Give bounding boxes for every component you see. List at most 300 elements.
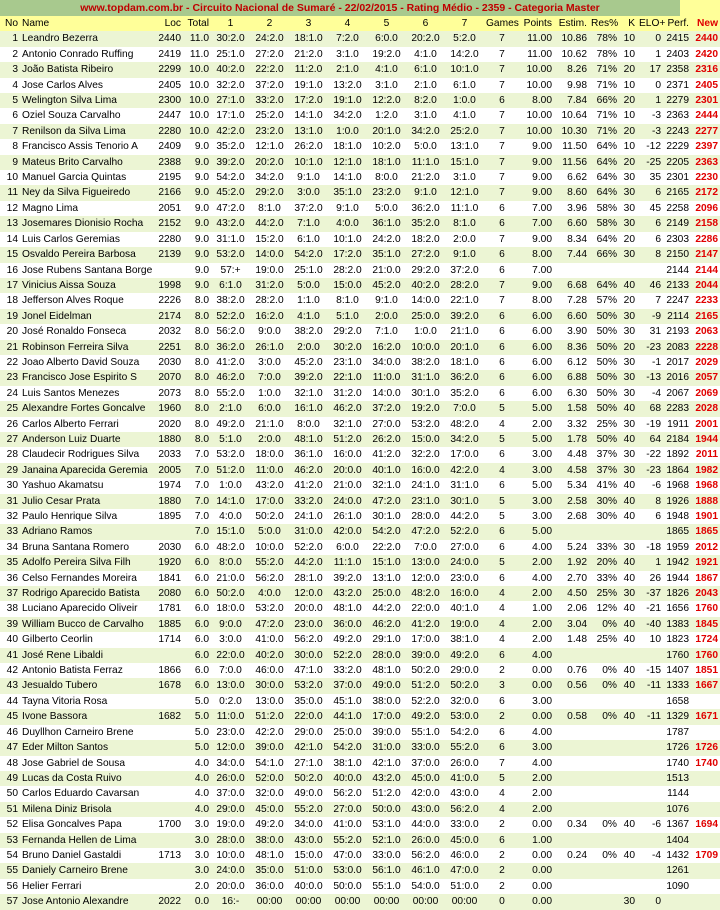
table-cell: 43:2.0 <box>367 771 406 786</box>
table-cell: 45:1.0 <box>328 694 367 709</box>
table-row[interactable] <box>0 879 720 894</box>
table-cell: 23:2.0 <box>250 124 289 139</box>
table-cell: -11 <box>637 678 663 693</box>
table-row[interactable] <box>0 263 720 278</box>
table-cell: 1513 <box>663 771 691 786</box>
table-cell: 2371 <box>663 78 691 93</box>
table-row[interactable] <box>0 201 720 216</box>
column-header-15[interactable]: K <box>619 16 637 31</box>
table-cell: 1864 <box>663 463 691 478</box>
table-cell: 2 <box>484 879 520 894</box>
table-row[interactable] <box>0 509 720 524</box>
table-cell: 25 <box>0 401 20 416</box>
column-header-16[interactable]: ELO+ <box>637 16 663 31</box>
table-cell: 6:1.0 <box>211 278 250 293</box>
table-cell: 31:1.0 <box>211 232 250 247</box>
column-header-12[interactable]: Points <box>520 16 554 31</box>
table-cell: Tayna Vitoria Rosa <box>20 694 151 709</box>
table-cell: 2152 <box>151 216 183 231</box>
table-cell <box>619 524 637 539</box>
table-cell: 3.00 <box>520 463 554 478</box>
table-row[interactable] <box>0 370 720 385</box>
table-row[interactable] <box>0 386 720 401</box>
table-row[interactable] <box>0 232 720 247</box>
column-header-1[interactable]: Name <box>20 16 151 31</box>
table-cell: 9.0 <box>183 278 211 293</box>
table-cell: 9.0 <box>183 185 211 200</box>
table-cell: 9.98 <box>554 78 589 93</box>
table-cell: 17:2.0 <box>289 93 328 108</box>
table-cell: 1714 <box>151 632 183 647</box>
table-cell: 4.0 <box>183 756 211 771</box>
table-cell: 5.34 <box>554 478 589 493</box>
table-cell: 37:2.0 <box>445 263 484 278</box>
table-row[interactable] <box>0 894 720 909</box>
table-cell: 6 <box>484 540 520 555</box>
table-cell: 1760 <box>663 648 691 663</box>
table-row[interactable] <box>0 694 720 709</box>
table-cell: 4.00 <box>520 725 554 740</box>
table-row[interactable] <box>0 108 720 123</box>
column-header-3[interactable]: Total <box>183 16 211 31</box>
table-cell: 10.00 <box>520 78 554 93</box>
table-cell <box>151 771 183 786</box>
column-header-4[interactable]: 1 <box>211 16 250 31</box>
table-row[interactable] <box>0 47 720 62</box>
table-cell <box>589 863 619 878</box>
table-cell: 38:2.0 <box>211 293 250 308</box>
table-cell: 42:2.0 <box>445 463 484 478</box>
column-header-8[interactable]: 5 <box>367 16 406 31</box>
column-header-17[interactable]: Perf. <box>663 16 691 31</box>
table-cell: 4.48 <box>554 447 589 462</box>
table-cell: 6 <box>484 648 520 663</box>
table-cell: 57:+ <box>211 263 250 278</box>
table-row[interactable] <box>0 155 720 170</box>
column-header-6[interactable]: 3 <box>289 16 328 31</box>
table-cell <box>637 263 663 278</box>
table-cell: 13:0.0 <box>406 555 445 570</box>
table-cell: 23:0.0 <box>289 617 328 632</box>
table-cell: 30 <box>619 586 637 601</box>
table-cell: 0.00 <box>520 663 554 678</box>
table-cell: 1:0.0 <box>328 124 367 139</box>
table-cell: 10 <box>619 139 637 154</box>
table-cell: 23 <box>0 370 20 385</box>
table-cell: 40 <box>619 817 637 832</box>
table-row[interactable] <box>0 247 720 262</box>
table-cell: 29:1.0 <box>367 632 406 647</box>
table-cell: 1:0.0 <box>406 324 445 339</box>
table-row[interactable] <box>0 725 720 740</box>
table-cell: 18:0.0 <box>211 601 250 616</box>
column-header-18[interactable]: New <box>691 16 720 31</box>
table-cell: 16:1.0 <box>289 401 328 416</box>
table-cell: Ney da Silva Figueiredo <box>20 185 151 200</box>
table-row[interactable] <box>0 93 720 108</box>
table-cell: 40 <box>619 555 637 570</box>
table-cell: 37% <box>589 447 619 462</box>
table-cell: 14 <box>0 232 20 247</box>
table-cell: 40 <box>619 571 637 586</box>
table-cell: 8 <box>637 494 663 509</box>
table-cell: 57 <box>0 894 20 909</box>
table-row[interactable] <box>0 709 720 724</box>
table-cell: 1968 <box>663 478 691 493</box>
table-cell: 0 <box>637 894 663 909</box>
table-cell: 12 <box>0 201 20 216</box>
table-cell: 38:2.0 <box>406 355 445 370</box>
table-row[interactable] <box>0 571 720 586</box>
table-cell: 1944 <box>691 432 720 447</box>
table-row[interactable] <box>0 463 720 478</box>
table-cell: 27:1.0 <box>289 756 328 771</box>
table-cell: 2083 <box>663 340 691 355</box>
table-cell: 1261 <box>663 863 691 878</box>
table-cell: 2017 <box>663 355 691 370</box>
table-cell: 2 <box>0 47 20 62</box>
table-cell: 20 <box>0 324 20 339</box>
table-cell: José Rene Libaldi <box>20 648 151 663</box>
table-cell: 10 <box>619 31 637 46</box>
table-cell: 20:0.0 <box>211 879 250 894</box>
table-cell: Yashuo Akamatsu <box>20 478 151 493</box>
table-cell: 6 <box>484 263 520 278</box>
table-cell: 21 <box>0 340 20 355</box>
table-row[interactable] <box>0 139 720 154</box>
table-row[interactable] <box>0 586 720 601</box>
table-cell: 21:2.0 <box>406 170 445 185</box>
table-cell: 0 <box>637 78 663 93</box>
table-row[interactable] <box>0 478 720 493</box>
table-cell: 47:0.0 <box>328 848 367 863</box>
table-cell: 36:1.0 <box>289 447 328 462</box>
table-cell: 30 <box>619 447 637 462</box>
table-cell: 2301 <box>691 93 720 108</box>
table-cell: 7 <box>484 756 520 771</box>
column-header-9[interactable]: 6 <box>406 16 445 31</box>
table-cell: 25% <box>589 632 619 647</box>
table-cell: 20 <box>619 124 637 139</box>
table-row[interactable] <box>0 216 720 231</box>
table-row[interactable] <box>0 524 720 539</box>
table-cell: 35:1.0 <box>367 247 406 262</box>
table-cell: 35 <box>637 170 663 185</box>
table-cell: 7.0 <box>183 463 211 478</box>
table-cell: 43:0.0 <box>289 833 328 848</box>
column-header-7[interactable]: 4 <box>328 16 367 31</box>
table-cell: 20:2.0 <box>250 155 289 170</box>
table-cell: 2444 <box>691 108 720 123</box>
table-cell: 6.0 <box>183 632 211 647</box>
table-cell: 18:1.0 <box>367 155 406 170</box>
table-cell: Vinicius Aissa Souza <box>20 278 151 293</box>
table-cell: 41:2.0 <box>406 617 445 632</box>
table-row[interactable] <box>0 863 720 878</box>
table-cell: 46 <box>0 725 20 740</box>
column-header-2[interactable]: Loc <box>151 16 183 31</box>
table-row[interactable] <box>0 663 720 678</box>
table-cell: 1880 <box>151 494 183 509</box>
table-cell: 0.00 <box>520 848 554 863</box>
table-cell: 54:0.0 <box>406 879 445 894</box>
column-header-11[interactable]: Games <box>484 16 520 31</box>
table-cell: 16:2.0 <box>250 309 289 324</box>
table-cell: 4:1.0 <box>445 108 484 123</box>
table-cell: 5:2.0 <box>445 31 484 46</box>
table-row[interactable] <box>0 648 720 663</box>
table-cell: 6.0 <box>183 663 211 678</box>
table-row[interactable] <box>0 62 720 77</box>
table-cell: 50% <box>589 355 619 370</box>
table-cell: 32:1.0 <box>328 417 367 432</box>
table-cell: 3:0.0 <box>289 185 328 200</box>
table-cell: 1948 <box>663 509 691 524</box>
table-cell: 6.30 <box>554 386 589 401</box>
table-cell: 2 <box>484 709 520 724</box>
table-cell <box>619 802 637 817</box>
table-cell: 2279 <box>663 93 691 108</box>
table-cell: 2258 <box>663 201 691 216</box>
table-cell: José Ronaldo Fonseca <box>20 324 151 339</box>
table-cell <box>637 725 663 740</box>
table-cell: 30:0.0 <box>250 678 289 693</box>
table-cell: 37:0.0 <box>328 678 367 693</box>
table-cell: 5 <box>0 93 20 108</box>
table-cell: 6.00 <box>520 309 554 324</box>
table-row[interactable] <box>0 401 720 416</box>
table-cell: 2.00 <box>520 802 554 817</box>
table-row[interactable] <box>0 601 720 616</box>
table-cell: 6.0 <box>183 648 211 663</box>
table-cell: 27:2.0 <box>406 247 445 262</box>
table-cell: 2300 <box>151 93 183 108</box>
table-cell: 40 <box>619 663 637 678</box>
table-row[interactable] <box>0 31 720 46</box>
table-row[interactable] <box>0 817 720 832</box>
table-row[interactable] <box>0 632 720 647</box>
table-row[interactable] <box>0 833 720 848</box>
table-cell: 44:2.0 <box>367 601 406 616</box>
column-header-0[interactable]: No <box>0 16 20 31</box>
table-cell: 45 <box>0 709 20 724</box>
table-cell: 4.0 <box>183 771 211 786</box>
table-cell: 15:1.0 <box>211 524 250 539</box>
table-row[interactable] <box>0 540 720 555</box>
table-cell: 13:1.0 <box>289 124 328 139</box>
table-row[interactable] <box>0 124 720 139</box>
table-cell <box>691 694 720 709</box>
table-cell: 53:2.0 <box>211 447 250 462</box>
table-cell: 0.76 <box>554 663 589 678</box>
table-cell: 31 <box>0 494 20 509</box>
table-cell <box>554 879 589 894</box>
table-cell: 2:0.0 <box>250 432 289 447</box>
table-cell: 4 <box>484 632 520 647</box>
table-cell: 1888 <box>691 494 720 509</box>
table-cell: 4 <box>484 463 520 478</box>
column-header-13[interactable]: Estim. <box>554 16 589 31</box>
table-cell: 33:0.0 <box>406 740 445 755</box>
table-row[interactable] <box>0 447 720 462</box>
table-cell: 32:2.0 <box>406 447 445 462</box>
table-row[interactable] <box>0 170 720 185</box>
table-cell: 1333 <box>663 678 691 693</box>
table-cell: 28:0.0 <box>211 833 250 848</box>
table-row[interactable] <box>0 417 720 432</box>
table-cell: 7 <box>484 31 520 46</box>
column-header-10[interactable]: 7 <box>445 16 484 31</box>
table-cell: 9:1.0 <box>367 293 406 308</box>
table-cell: 10.00 <box>520 62 554 77</box>
table-row[interactable] <box>0 771 720 786</box>
table-cell: 46:1.0 <box>406 863 445 878</box>
table-cell: 25:2.0 <box>445 124 484 139</box>
table-cell: 6.12 <box>554 355 589 370</box>
table-cell: 7 <box>484 155 520 170</box>
table-cell: 56:2.0 <box>328 786 367 801</box>
table-row[interactable] <box>0 740 720 755</box>
table-row[interactable] <box>0 786 720 801</box>
table-cell: 2 <box>484 848 520 863</box>
table-cell: 50:2.0 <box>406 663 445 678</box>
table-cell: 18:1.0 <box>289 31 328 46</box>
table-row[interactable] <box>0 355 720 370</box>
table-row[interactable] <box>0 678 720 693</box>
table-cell: 54:2.0 <box>211 170 250 185</box>
table-cell: 56:2.0 <box>250 571 289 586</box>
table-cell: Bruno Daniel Gastaldi <box>20 848 151 863</box>
table-cell <box>589 756 619 771</box>
table-cell: 20:0.0 <box>289 601 328 616</box>
table-cell: 14:1.0 <box>211 494 250 509</box>
column-header-5[interactable]: 2 <box>250 16 289 31</box>
table-cell: 0% <box>589 817 619 832</box>
table-cell: Antonio Batista Ferraz <box>20 663 151 678</box>
table-cell: 11.0 <box>183 31 211 46</box>
table-cell: 25% <box>589 417 619 432</box>
table-row[interactable] <box>0 848 720 863</box>
table-cell <box>589 833 619 848</box>
table-cell: 11.00 <box>520 31 554 46</box>
table-cell: 35:2.0 <box>211 139 250 154</box>
table-cell: 7.0 <box>183 509 211 524</box>
table-cell: 2440 <box>691 31 720 46</box>
table-cell: 6 <box>484 247 520 262</box>
table-cell: 38:0.0 <box>367 694 406 709</box>
table-cell: 1 <box>637 555 663 570</box>
table-cell: 1865 <box>691 524 720 539</box>
table-cell: 20 <box>619 93 637 108</box>
table-cell: 36:1.0 <box>367 216 406 231</box>
table-cell: 1865 <box>663 524 691 539</box>
table-cell: Francisco Jose Espirito S <box>20 370 151 385</box>
table-cell: 4.0 <box>183 786 211 801</box>
table-cell: 40:0.0 <box>289 879 328 894</box>
table-cell: 1880 <box>151 432 183 447</box>
table-row[interactable] <box>0 78 720 93</box>
table-cell: 0% <box>589 663 619 678</box>
table-row[interactable] <box>0 185 720 200</box>
table-row[interactable] <box>0 340 720 355</box>
table-cell: 2251 <box>151 340 183 355</box>
table-cell: 6:0.0 <box>328 540 367 555</box>
table-row[interactable] <box>0 756 720 771</box>
table-cell: 4.00 <box>520 648 554 663</box>
table-cell: 00:00 <box>367 894 406 909</box>
table-cell: 44:1.0 <box>328 709 367 724</box>
table-row[interactable] <box>0 278 720 293</box>
table-cell: 13:1.0 <box>367 571 406 586</box>
table-row[interactable] <box>0 494 720 509</box>
table-cell: 44:2.0 <box>289 555 328 570</box>
table-row[interactable] <box>0 802 720 817</box>
table-cell: 50:2.0 <box>250 509 289 524</box>
table-cell: 10 <box>0 170 20 185</box>
table-cell <box>619 648 637 663</box>
table-cell: 36:0.0 <box>328 617 367 632</box>
table-cell: 9.00 <box>520 232 554 247</box>
table-cell: 4:0.0 <box>328 216 367 231</box>
table-row[interactable] <box>0 432 720 447</box>
table-cell: 4.50 <box>554 586 589 601</box>
table-cell: 29:2.0 <box>250 185 289 200</box>
table-cell: 55:1.0 <box>367 879 406 894</box>
table-cell: 11:2.0 <box>289 62 328 77</box>
table-cell: 30 <box>619 894 637 909</box>
table-cell: 9.00 <box>520 185 554 200</box>
table-cell: 1760 <box>691 601 720 616</box>
table-cell: 50% <box>589 401 619 416</box>
table-cell: Luis Santos Menezes <box>20 386 151 401</box>
table-cell: 11:1.0 <box>445 201 484 216</box>
table-row[interactable] <box>0 617 720 632</box>
table-cell: 21:1.0 <box>250 417 289 432</box>
table-cell: 25:2.0 <box>250 108 289 123</box>
table-cell: 2420 <box>691 47 720 62</box>
column-header-14[interactable]: Res% <box>589 16 619 31</box>
table-cell: 22 <box>0 355 20 370</box>
table-cell: 15:1.0 <box>445 155 484 170</box>
table-cell: 40 <box>619 278 637 293</box>
table-cell: 5 <box>484 555 520 570</box>
table-cell: 25:1.0 <box>289 263 328 278</box>
table-row[interactable] <box>0 293 720 308</box>
table-cell: 40 <box>0 632 20 647</box>
table-cell: 32 <box>0 509 20 524</box>
table-row[interactable] <box>0 309 720 324</box>
table-cell: 3.0 <box>183 817 211 832</box>
table-cell: 21:0.0 <box>367 263 406 278</box>
table-cell: 5.0 <box>183 709 211 724</box>
table-cell: 2044 <box>691 278 720 293</box>
table-cell: 8.0 <box>183 324 211 339</box>
table-cell: 1740 <box>663 756 691 771</box>
table-cell: 1329 <box>663 709 691 724</box>
table-row[interactable] <box>0 555 720 570</box>
table-cell: 1.58 <box>554 401 589 416</box>
table-cell: 52:0.0 <box>250 771 289 786</box>
table-row[interactable] <box>0 324 720 339</box>
table-cell: 37:0.0 <box>406 756 445 771</box>
table-cell: 8:1.0 <box>250 201 289 216</box>
table-cell: 3.00 <box>520 494 554 509</box>
table-cell: 51 <box>0 802 20 817</box>
page-title[interactable]: www.topdam.com.br - Circuito Nacional de Sumaré - 22/02/2015 - Rating Médio - 2359 - Categoria Master <box>0 0 680 16</box>
table-cell: 33% <box>589 540 619 555</box>
table-cell: 6 <box>484 740 520 755</box>
table-cell: 1974 <box>151 478 183 493</box>
